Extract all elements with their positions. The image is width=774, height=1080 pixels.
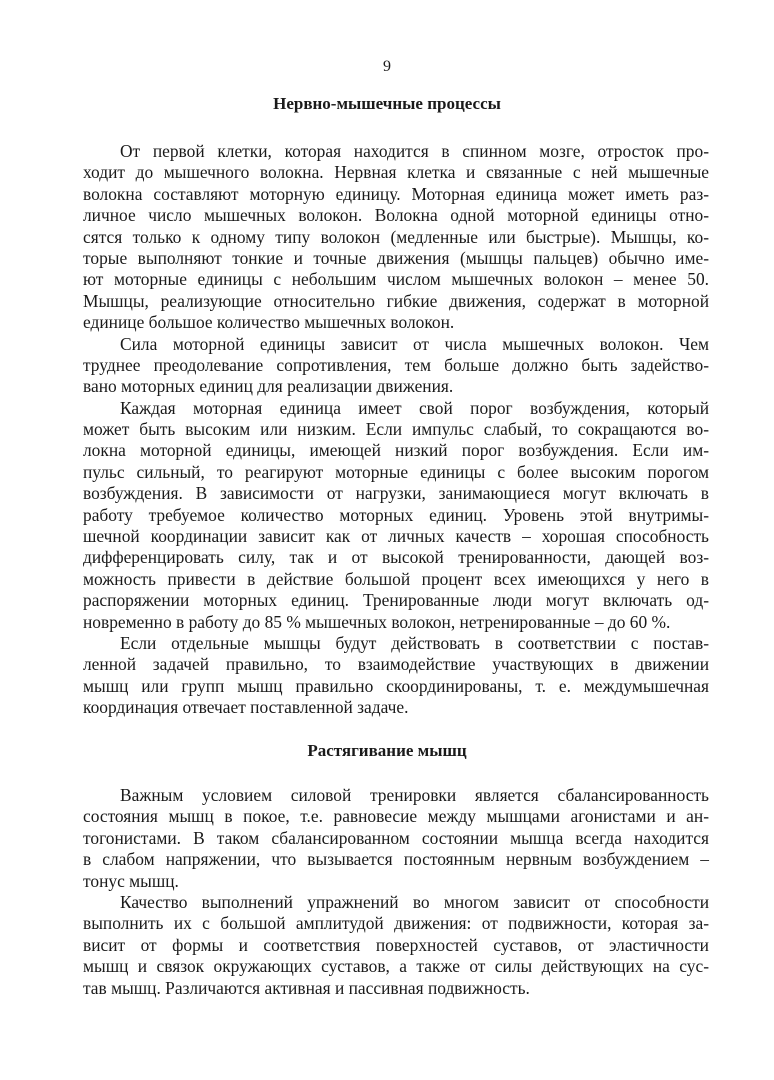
- text-line: труднее преодолевание сопротивления, тем больше должно быть задейство-: [83, 354, 709, 375]
- text-line: дифференцировать силу, так и от высокой тренированности, дающей воз-: [83, 547, 709, 568]
- text-line: состояния мышц в покое, т.е. равновесие между мышцами агонистами и ан-: [83, 806, 709, 827]
- text-line: вано моторных единиц для реализации движения.: [83, 376, 454, 397]
- text-line: может быть высоким или низким. Если импульс слабый, то сокращаются во-: [83, 419, 709, 440]
- text-line: висит от формы и соответствия поверхностей суставов, от эластичности: [83, 934, 709, 955]
- text-line: тонус мышц.: [83, 870, 179, 891]
- text-line: тав мышц. Различаются активная и пассивная подвижность.: [83, 977, 530, 998]
- section-title: Растягивание мышц: [307, 741, 467, 760]
- text-line: координация отвечает поставленной задаче.: [83, 697, 409, 718]
- text-line: тогонистами. В таком сбалансированном состоянии мышца всегда находится: [83, 827, 709, 848]
- text-line: личное число мышечных волокон. Волокна одной моторной единицы отно-: [83, 205, 709, 226]
- page-number: 9: [383, 58, 391, 75]
- paragraph: [83, 398, 709, 633]
- text-line: мышц и связок окружающих суставов, а также от силы действующих на сус-: [83, 956, 709, 977]
- text-line: Важным условием силовой тренировки является сбалансированность: [120, 785, 709, 805]
- text-line: Каждая моторная единица имеет свой порог возбуждения, который: [120, 397, 709, 418]
- text-line: распоряжении моторных единиц. Тренированные люди могут включать од-: [83, 590, 709, 611]
- text-line: ленной задачей правильно, то взаимодействие участвующих в движении: [83, 654, 709, 675]
- text-line: можность привести в действие большой процент всех имеющихся у него в: [83, 568, 709, 589]
- paragraph: [83, 633, 709, 719]
- text-line: выполнить их с большой амплитудой движения: от подвижности, которая за-: [83, 913, 709, 934]
- text-line: мышц или групп мышц правильно скоординированы, т. е. междумышечная: [83, 675, 709, 696]
- text-line: Мышцы, реализующие относительно гибкие движения, содержат в моторной: [83, 290, 709, 311]
- paragraph: [83, 141, 709, 334]
- text-line: возбуждения. В зависимости от нагрузки, занимающиеся могут включать в: [83, 483, 709, 504]
- section-body: [83, 785, 709, 999]
- text-line: сятся только к одному типу волокон (медленные или быстрые). Мышцы, ко-: [83, 226, 709, 247]
- text-line: в слабом напряжении, что вызывается постоянным нервным возбуждением –: [83, 849, 709, 870]
- text-line: Качество выполнений упражнений во многом зависит от способности: [120, 891, 709, 912]
- text-line: торые выполняют тонкие и точные движения (мышцы пальцев) обычно име-: [83, 247, 709, 268]
- section-body: [83, 141, 709, 719]
- text-line: Если отдельные мышцы будут действовать в соответствии с постав-: [120, 632, 709, 653]
- text-line: единице большое количество мышечных волокон.: [83, 312, 455, 333]
- text-line: Сила моторной единицы зависит от числа мышечных волокон. Чем: [120, 333, 709, 354]
- text-line: локна моторной единицы, имеющей низкий порог возбуждения. Если им-: [83, 440, 709, 461]
- text-line: ют моторные единицы с небольшим числом мышечных волокон – менее 50.: [83, 269, 709, 290]
- text-line: ходит до мышечного волокна. Нервная клетка и связанные с ней мышечные: [83, 162, 709, 183]
- section-title: Нервно-мышечные процессы: [273, 94, 501, 113]
- text-line: новременно в работу до 85 % мышечных волокон, нетренированные – до 60 %.: [83, 611, 671, 632]
- paragraph: [83, 892, 709, 999]
- text-line: От первой клетки, которая находится в спинном мозге, отросток про-: [120, 141, 709, 161]
- paragraph: [83, 785, 709, 892]
- text-line: работу требуемое количество моторных единиц. Уровень этой внутримы-: [83, 504, 709, 525]
- text-line: волокна составляют моторную единицу. Моторная единица может иметь раз-: [83, 183, 709, 204]
- text-line: шечной координации зависит как от личных качеств – хорошая способность: [83, 526, 709, 547]
- text-line: пульс сильный, то реагируют моторные единицы с более высоким порогом: [83, 461, 709, 482]
- paragraph: [83, 334, 709, 398]
